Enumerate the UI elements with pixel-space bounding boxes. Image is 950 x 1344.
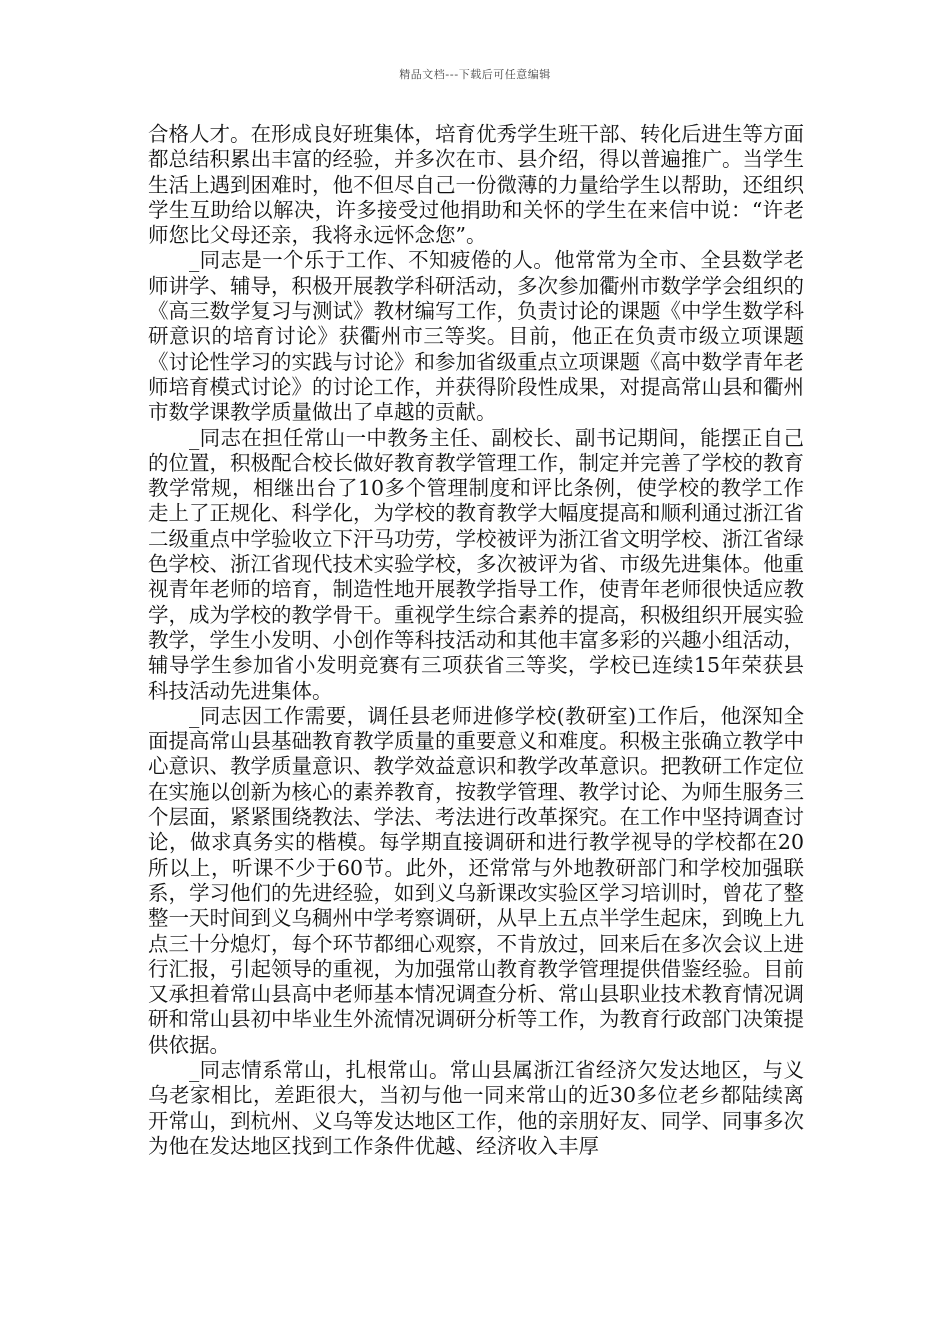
paragraph-4: _同志因工作需要，调任县老师进修学校(教研室)工作后，他深知全面提高常山县基础教育教学质量的重要意义和难度。积极主张确立教学中心意识、教学质量意识、教学效益意识和教学改革意识。把教研工作定位在实施以创新为核心的素养教育，按教学管理、教学讨论、为师生服务三个层面，紧紧围绕教法、学法、考法进行改革探究。在工作中坚持调查讨论，做求真务实的楷模。每学期直接调研和进行教学视导的学校都在20所以上，听课不少于60节。此外，还常常与外地教研部门和学校加强联系，学习他们的先进经验，如到义乌新课改实验区学习培训时，曾花了整整一天时间到义乌稠州中学考察调研，从早上五点半学生起床，到晚上九点三十分熄灯，每个环节都细心观察，不肯放过，回来后在多次会议上进行汇报，引起领导的重视，为加强常山教育教学管理提供借鉴经验。目前又承担着常山县高中老师基本情况调查分析、常山县职业技术教育情况调研和常山县初中毕业生外流情况调研分析等工作，为教育行政部门决策提供依据。 <box>148 703 804 1057</box>
paragraph-1: 合格人才。在形成良好班集体，培育优秀学生班干部、转化后进生等方面都总结积累出丰富的经验，并多次在市、县介绍，得以普遍推广。当学生生活上遇到困难时，他不但尽自己一份微薄的力量给学生以帮助，还组织学生互助给以解决，许多接受过他捐助和关怀的学生在来信中说：“许老师您比父母还亲，我将永远怀念您”。 <box>148 122 804 248</box>
paragraph-3: _同志在担任常山一中教务主任、副校长、副书记期间，能摆正自己的位置，积极配合校长做好教育教学管理工作，制定并完善了学校的教育教学常规，相继出台了10多个管理制度和评比条例，使学校的教学工作走上了正规化、科学化，为学校的教育教学大幅度提高和顺利通过浙江省二级重点中学验收立下汗马功劳，学校被评为浙江省文明学校、浙江省绿色学校、浙江省现代技术实验学校，多次被评为省、市级先进集体。他重视青年老师的培育，制造性地开展教学指导工作，使青年老师很快适应教学，成为学校的教学骨干。重视学生综合素养的提高，积极组织开展实验教学，学生小发明、小创作等科技活动和其他丰富多彩的兴趣小组活动，辅导学生参加省小发明竞赛有三项获省三等奖，学校已连续15年荣获县科技活动先进集体。 <box>148 425 804 703</box>
paragraph-2: _同志是一个乐于工作、不知疲倦的人。他常常为全市、全县数学老师讲学、辅导，积极开展教学科研活动，多次参加衢州市数学学会组织的《高三数学复习与测试》教材编写工作，负责讨论的课题《中学生数学科研意识的培育讨论》获衢州市三等奖。目前，他正在负责市级立项课题《讨论性学习的实践与讨论》和参加省级重点立项课题《高中数学青年老师培育模式讨论》的讨论工作，并获得阶段性成果，对提高常山县和衢州市数学课教学质量做出了卓越的贡献。 <box>148 248 804 425</box>
page-header: 精品文档---下载后可任意编辑 <box>399 68 551 81</box>
document-body <box>148 122 804 1159</box>
paragraph-5: _同志情系常山，扎根常山。常山县属浙江省经济欠发达地区，与义乌老家相比，差距很大，当初与他一同来常山的近30多位老乡都陆续离开常山，到杭州、义乌等发达地区工作，他的亲朋好友、同学、同事多次为他在发达地区找到工作条件优越、经济收入丰厚 <box>148 1057 804 1158</box>
